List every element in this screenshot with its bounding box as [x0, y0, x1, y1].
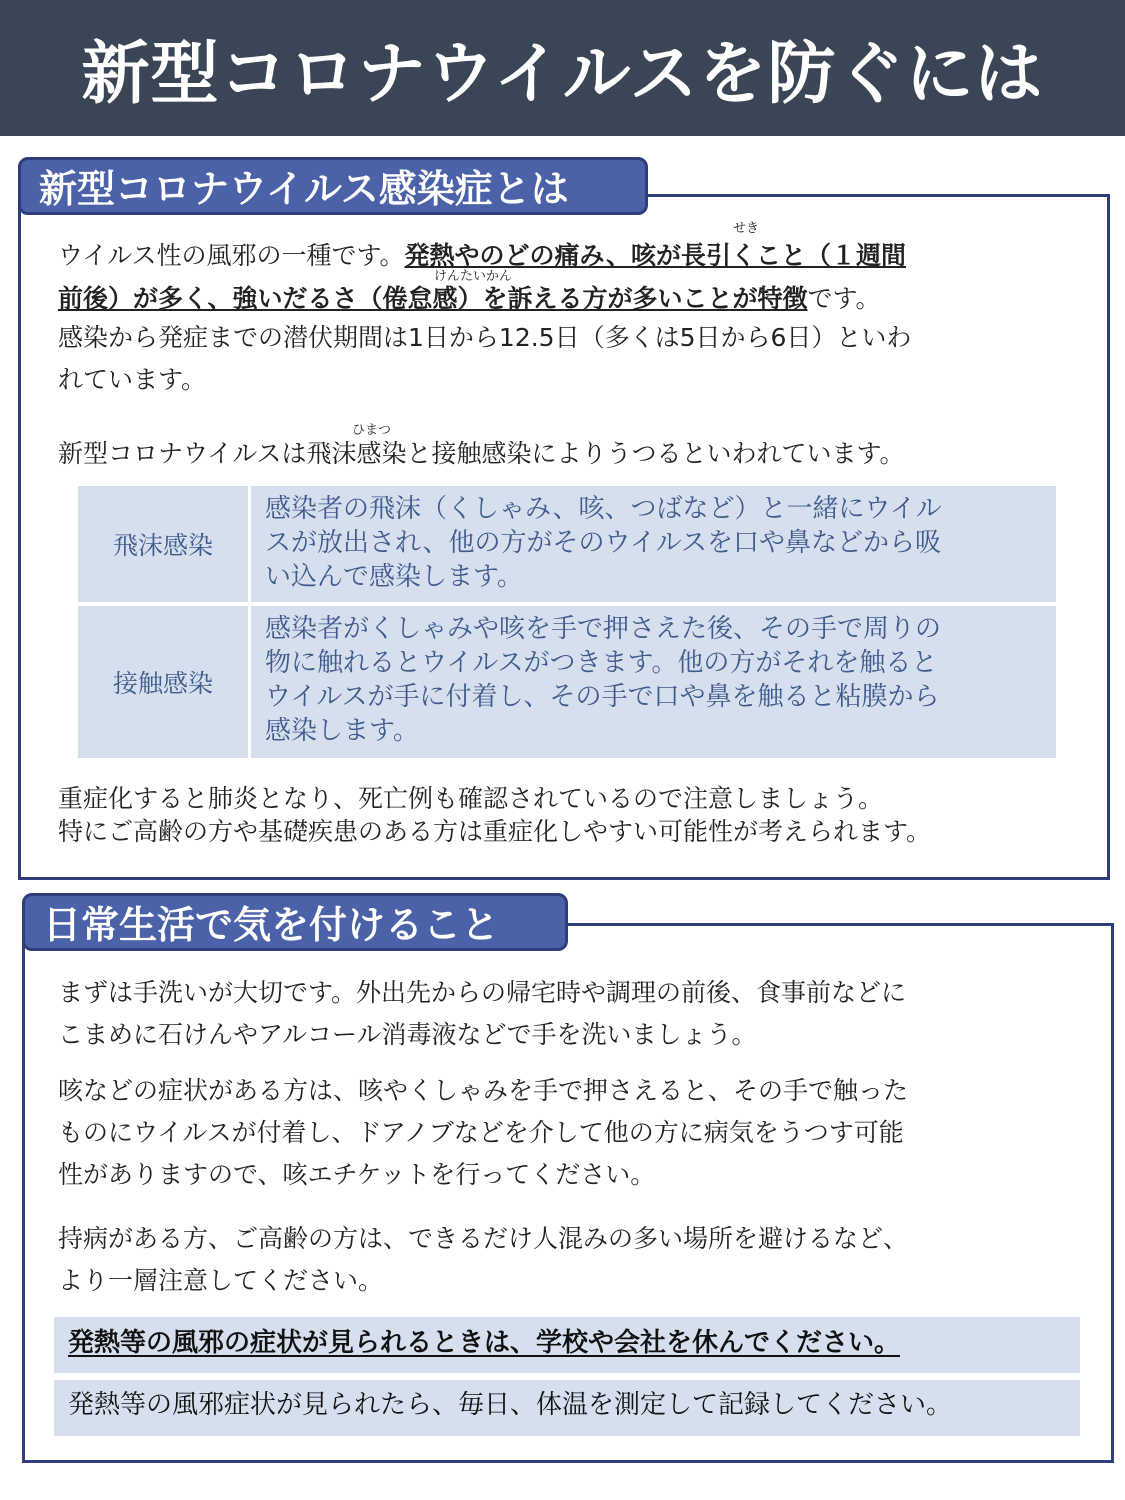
overview-sentence-end: です。: [807, 284, 881, 313]
table-row-line: 物に触れるとウイルスがつきます。他の方がそれを触ると: [265, 648, 938, 678]
table-row-line: ウイルスが手に付着し、その手で口や鼻を触ると粘膜から: [265, 682, 940, 712]
transmission-intro: 新型コロナウイルスは飛沫感染と接触感染によりうつるといわれています。: [58, 439, 905, 468]
cough-etiquette-line-3: 性がありますので、咳エチケットを行ってください。: [58, 1160, 656, 1189]
table-row-label: 飛沫感染: [78, 486, 248, 602]
table-row-line: スが放出され、他の方がそのウイルスを口や鼻などから吸: [265, 528, 942, 558]
cough-etiquette-line-2: ものにウイルスが付着し、ドアノブなどを介して他の方に病気をうつす可能: [58, 1118, 904, 1147]
overview-symptoms-emphasis-1: 発熱やのどの痛み、咳が長引くこと（１週間: [404, 241, 907, 270]
high-risk-line-2: より一層注意してください。: [58, 1266, 384, 1295]
section-daily-life-heading: 日常生活で気を付けること: [22, 893, 568, 951]
table-row-line: 感染者の飛沫（くしゃみ、咳、つばなど）と一緒にウイル: [265, 494, 942, 524]
table-row-label: 接触感染: [78, 606, 248, 758]
stay-home-notice: [54, 1317, 1080, 1373]
severity-line-2: 特にご高齢の方や基礎疾患のある方は重症化しやすい可能性が考えられます。: [58, 817, 932, 846]
severity-line-1: 重症化すると肺炎となり、死亡例も確認されているので注意しましょう。: [58, 784, 884, 813]
page-header: [0, 0, 1125, 136]
table-row-droplet: [78, 486, 1056, 602]
page-title: 新型コロナウイルスを防ぐには: [81, 34, 1044, 114]
table-row-contact: [78, 606, 1056, 758]
overview-paragraph-line-2: [58, 286, 881, 311]
ruby-himatsu: ひまつ: [352, 423, 392, 438]
ruby-kentaikan: けんたいかん: [434, 269, 513, 284]
table-row-line: い込んで感染します。: [265, 562, 523, 592]
high-risk-line-1: 持病がある方、ご高齢の方は、できるだけ人混みの多い場所を避けるなど、: [58, 1224, 909, 1253]
overview-paragraph-line-1: [58, 243, 906, 268]
handwash-line-1: まずは手洗いが大切です。外出先からの帰宅時や調理の前後、食事前などに: [58, 978, 907, 1007]
temperature-notice: [54, 1380, 1080, 1436]
table-row-description: [251, 606, 1056, 758]
handwash-line-2: こまめに石けんやアルコール消毒液などで手を洗いましょう。: [58, 1020, 757, 1049]
incubation-line-1: 感染から発症までの潜伏期間は1日から12.5日（多くは5日から6日）といわ: [58, 323, 912, 352]
overview-symptoms-emphasis-2: 前後）が多く、強いだるさ（倦怠感）を訴える方が多いことが特徴: [58, 284, 808, 313]
incubation-line-2: れています。: [58, 365, 207, 394]
temperature-notice-text: 発熱等の風邪症状が見られたら、毎日、体温を測定して記録してください。: [68, 1390, 953, 1420]
stay-home-notice-text: 発熱等の風邪の症状が見られるときは、学校や会社を休んでください。: [68, 1328, 901, 1358]
cough-etiquette-line-1: 咳などの症状がある方は、咳やくしゃみを手で押さえると、その手で触った: [58, 1076, 909, 1105]
ruby-seki: せき: [733, 221, 760, 236]
table-row-description: [251, 486, 1056, 602]
table-row-line: 感染します。: [265, 716, 419, 746]
table-row-line: 感染者がくしゃみや咳を手で押さえた後、その手で周りの: [265, 614, 942, 644]
section-covid-overview-heading: 新型コロナウイルス感染症とは: [18, 157, 648, 215]
overview-intro-text: ウイルス性の風邪の一種です。: [58, 241, 405, 270]
